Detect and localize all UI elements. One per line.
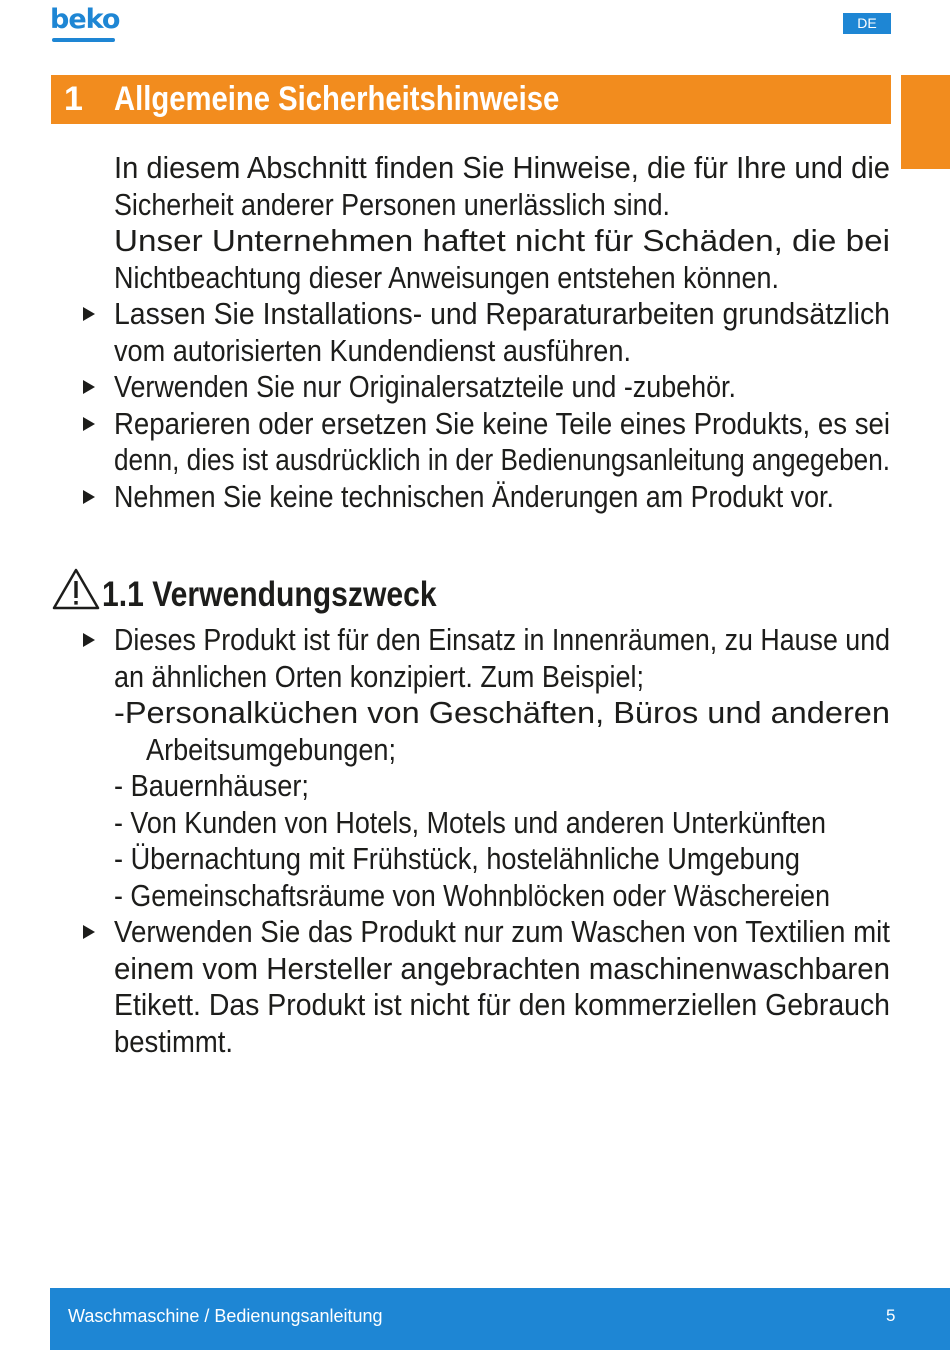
section-heading (51, 565, 651, 620)
list-item (114, 914, 890, 1060)
section-title: 1.1 Verwendungszweck (102, 575, 437, 614)
text-line: Reparieren oder ersetzen Sie keine Teile eines Produkts, es sei (114, 405, 890, 441)
text-line: denn, dies ist ausdrücklich in der Bedienungsanleitung angegeben. (114, 442, 890, 477)
brand-logo: beko (50, 4, 120, 35)
text-line: einem vom Hersteller angebrachten maschinenwaschbaren (114, 950, 890, 986)
list-item (114, 296, 890, 369)
text-line: Verwenden Sie das Produkt nur zum Waschen von Textilien mit (114, 914, 890, 949)
text-line: Sicherheit anderer Personen unerlässlich sind. (114, 186, 670, 222)
bullet-arrow-icon (83, 490, 95, 504)
text-line: an ähnlichen Orten konzipiert. Zum Beispiel; (114, 658, 644, 694)
footer-title: Waschmaschine / Bedienungsanleitung (68, 1306, 383, 1326)
list-item (114, 622, 890, 914)
bullet-arrow-icon (83, 925, 95, 939)
chapter-heading (51, 75, 891, 124)
text-line: bestimmt. (114, 1023, 233, 1059)
sub-item-line: - Gemeinschaftsräume von Wohnblöcken oder Wäschereien (114, 877, 830, 913)
bullet-arrow-icon (83, 380, 95, 394)
chapter-title: Allgemeine Sicherheitshinweise (114, 80, 560, 118)
text-line: Dieses Produkt ist für den Einsatz in Innenräumen, zu Hause und (114, 622, 890, 657)
bullet-arrow-icon (83, 417, 95, 431)
text-line: In diesem Abschnitt finden Sie Hinweise, die für Ihre und die (114, 150, 890, 185)
sub-item-line: - Übernachtung mit Frühstück, hostelähnliche Umgebung (114, 841, 800, 876)
list-item (114, 406, 890, 479)
text-line: Etikett. Das Produkt ist nicht für den kommerziellen Gebrauch (114, 987, 890, 1022)
sub-item-line: Arbeitsumgebungen; (146, 731, 396, 767)
text-line: Lassen Sie Installations- und Reparaturarbeiten grundsätzlich (114, 296, 890, 331)
bullet-arrow-icon (83, 307, 95, 321)
language-badge: DE (843, 13, 891, 34)
warning-triangle-icon (51, 567, 101, 611)
page-number: 5 (886, 1306, 896, 1325)
text-line: Unser Unternehmen haftet nicht für Schäden, die bei (114, 223, 890, 258)
logo-underline (52, 38, 115, 42)
sub-item-line: - Bauernhäuser; (114, 768, 309, 803)
sub-item-line: - Von Kunden von Hotels, Motels und anderen Unterkünften (114, 804, 826, 840)
sub-item-line: -Personalküchen von Geschäften, Büros und anderen (114, 695, 890, 730)
chapter-edge-tab (901, 75, 950, 169)
list-item (114, 369, 890, 406)
chapter-number: 1 (64, 80, 83, 118)
list-item (114, 479, 890, 516)
text-line: Nichtbeachtung dieser Anweisungen entstehen können. (114, 259, 779, 295)
bullet-arrow-icon (83, 633, 95, 647)
intro-paragraph (114, 150, 890, 515)
section-content (114, 622, 890, 1060)
text-line: Nehmen Sie keine technischen Änderungen am Produkt vor. (114, 478, 834, 514)
text-line: vom autorisierten Kundendienst ausführen. (114, 332, 631, 368)
page-footer (50, 1288, 950, 1350)
text-line: Verwenden Sie nur Originalersatzteile und -zubehör. (114, 369, 736, 404)
